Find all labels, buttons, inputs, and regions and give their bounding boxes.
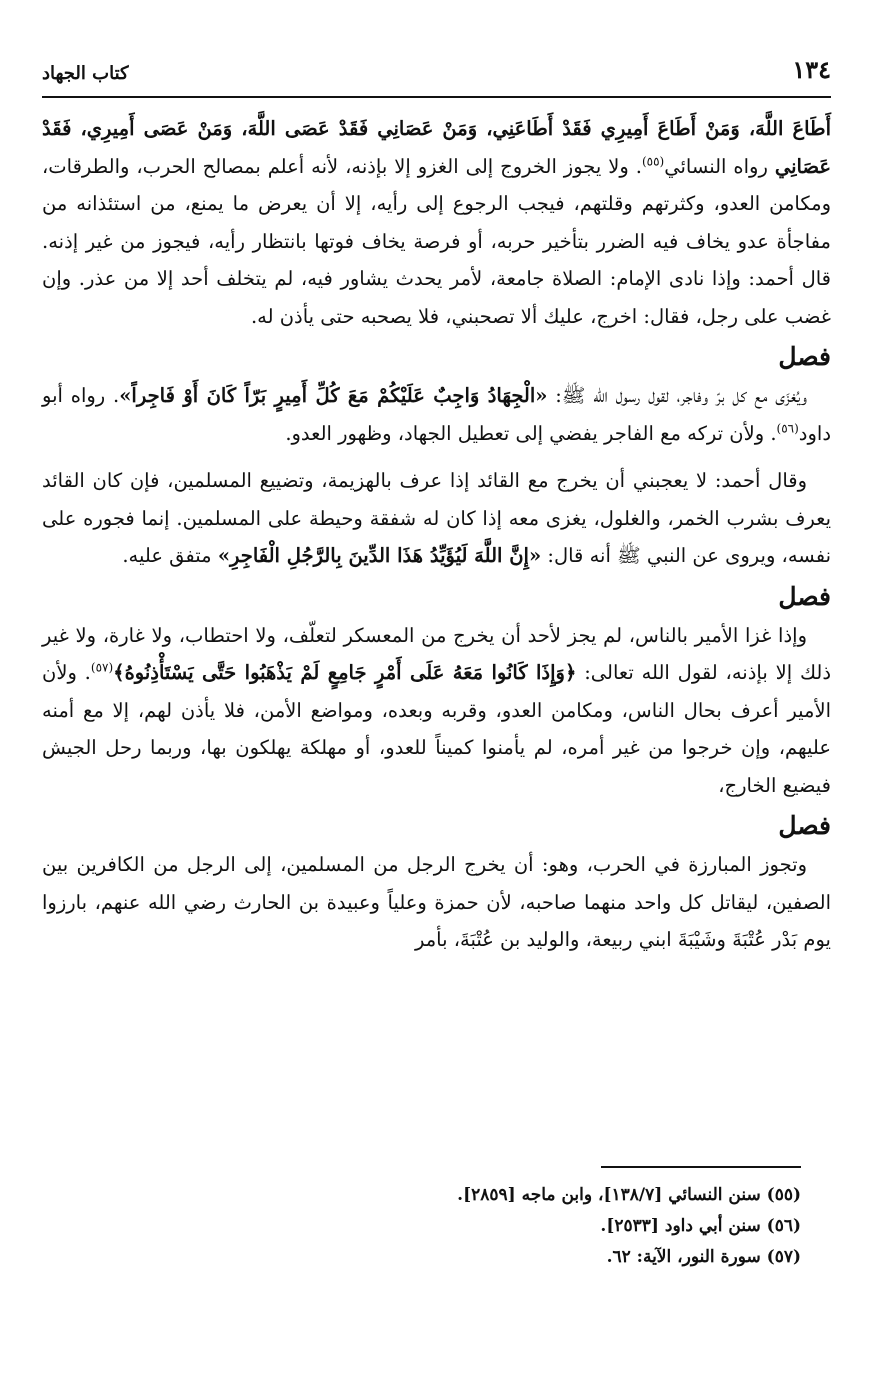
footnote-57: (٥٧) سورة النور، الآية: ٦٢.: [606, 1247, 801, 1267]
paragraph-4: [42, 617, 831, 805]
paragraph-text: . ولا يجوز الخروج إلى الغزو إلا بإذنه، لأنه أعلم بمصالح الحرب، والطرقات، ومكامن العدو، وكثرتهم وقلتهم، فيجب الرجوع إلى رأيه، إلا أن يعرض ما يمنع، من استئذانه من مفاجأة عدو يخاف فيه الضرر بتأخير حربه، أو فرصة يخاف فوتها بانتظار رأيه، فيجوز من غير إذنه. قال أحمد: وإذا نادى الإمام: الصلاة جامعة، لأمر يحدث يشاور فيه، لم يتخلف أحد إلا من عذر. وإن غضب على رجل، فقال: اخرج، عليك ألا تصحبني، فلا يصحبه حتى يأذن له.: [42, 154, 831, 328]
paragraph-text: ويُغزَى مع كل برّ وفاجر، لقول رسول الله ﷺ:: [547, 384, 808, 407]
paragraph-3: [42, 462, 831, 575]
footnote-rule: [601, 1166, 801, 1168]
paragraph-5: وتجوز المبارزة في الحرب، وهو: أن يخرج الرجل من المسلمين، إلى الرجل من الكافرين بين الصفين، ليقاتل كل واحد منهما صاحبه، لأن حمزة وعلياً وعبيدة بن الحارث رضي الله عنهم، بارزوا يوم بَدْر عُتْبَةَ وشَيْبَةَ ابني ربيعة، والوليد بن عُتْبَةَ، بأمر: [42, 853, 831, 951]
paragraph-text: رواه النسائي: [664, 154, 775, 178]
section-heading: فصل: [778, 342, 831, 371]
paragraph-text: متفق عليه.: [122, 544, 218, 567]
footnotes: [42, 1180, 801, 1273]
paragraph-text: وقال أحمد: لا يعجبني أن يخرج مع القائد إذا عرف بالهزيمة، وتضييع المسلمين، فإن كان القائد يعرف بشرب الخمر، والغلول، يغزى معه إذا كان له شفقة وحيطة على المسلمين. إنما فجوره على نفسه، ويروى عن النبي ﷺ أنه قال:: [42, 469, 831, 567]
paragraph-text: . ولأن تركه مع الفاجر يفضي إلى تعطيل الجهاد، وظهور العدو.: [285, 421, 777, 445]
paragraph-1: [42, 110, 831, 335]
paragraph-text: وإذا غزا الأمير بالناس، لم يجز لأحد أن يخرج من المعسكر لتعلّف، ولا احتطاب، ولا غارة، ولا غير ذلك إلا بإذنه، لقول الله تعالى:: [42, 623, 832, 684]
quran-quote: ﴿وَإِذَا كَانُوا مَعَهُ عَلَى أَمْرٍ جَامِعٍ لَمْ يَذْهَبُوا حَتَّى يَسْتَأْذِنُوهُ﴾: [113, 661, 577, 684]
body-text: [42, 110, 831, 959]
section-heading: فصل: [778, 811, 831, 840]
footnote-56: (٥٦) سنن أبي داود [٢٥٣٣].: [600, 1216, 801, 1236]
footnote-ref-57: (٥٧): [90, 660, 114, 675]
paragraph-2: [42, 377, 831, 452]
paragraph-text: . رواه أبو داود: [42, 384, 831, 445]
hadith-quote: «الْجِهَادُ وَاجِبٌ عَلَيْكُمْ مَعَ كُلِّ أَمِيرٍ بَرّاً كَانَ أَوْ فَاجِراً»: [119, 384, 548, 407]
page-header: [42, 44, 831, 84]
footnote-ref-55: (٥٥): [641, 154, 665, 168]
paragraph-text: . ولأن الأمير أعرف بحال الناس، ومكامن العدو، وقربه وبعده، ومواضع الأمن، فلا يأذن لهم، إلا مع أمنه عليهم، وإن خرجوا من غير أمره، لم يأمنوا كميناً للعدو، أو مهلكة يهلكون بها، وربما رحل الجيش فيضيع الخارج،: [42, 661, 831, 797]
header-rule: [42, 96, 831, 98]
section-heading: فصل: [778, 581, 831, 611]
footnote-55: (٥٥) سنن النسائي [١٣٨/٧]، وابن ماجه [٢٨٥٩].: [457, 1185, 801, 1205]
page-number: ١٣٤: [792, 55, 831, 84]
hadith-quote: «إِنَّ اللَّهَ لَيُؤَيِّدُ هَذَا الدِّينَ بِالرَّجُلِ الْفَاجِرِ»: [217, 544, 542, 567]
footnote-ref-56: (٥٦): [776, 421, 799, 435]
running-title: كتاب الجهاد: [42, 63, 129, 84]
hadith-quote: أَطَاعَ اللَّهَ، وَمَنْ أَطَاعَ أَمِيرِي فَقَدْ أَطَاعَنِي، وَمَنْ عَصَانِي فَقَدْ عَصَى اللَّهَ، وَمَنْ عَصَى أَمِيرِي، فَقَدْ عَصَانِي: [42, 117, 831, 178]
